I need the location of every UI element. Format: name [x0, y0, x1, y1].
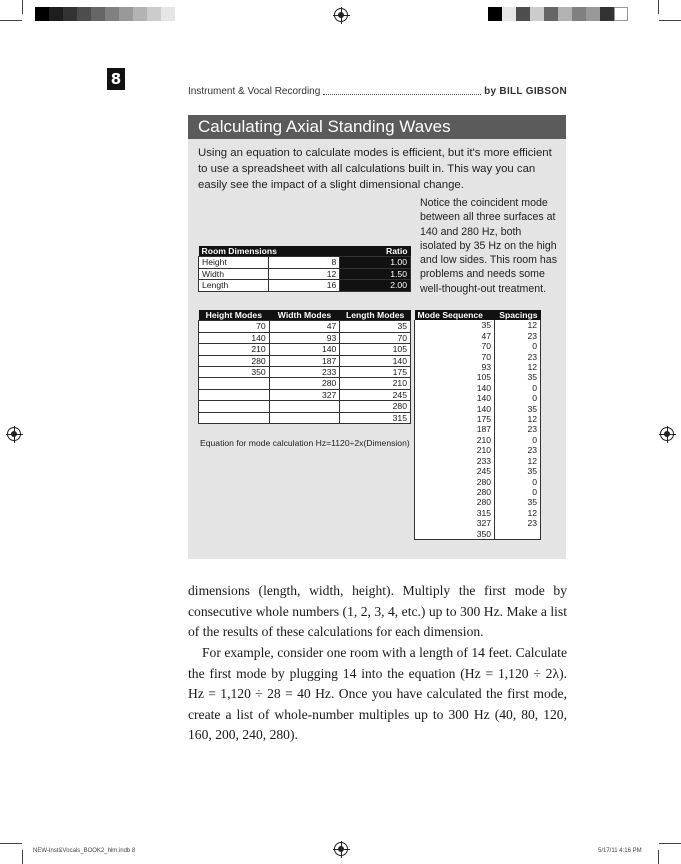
table-cell: 16 — [268, 280, 340, 291]
table-row — [415, 518, 541, 528]
column-header: Height Modes — [199, 310, 270, 321]
table-cell: 23 — [495, 331, 541, 341]
table-cell: 140 — [415, 393, 495, 403]
column-header: Room Dimensions — [199, 246, 340, 257]
table-row — [415, 456, 541, 466]
table-cell: 140 — [415, 383, 495, 393]
table-cell: 35 — [495, 497, 541, 507]
table-cell: 327 — [269, 389, 340, 400]
sidebar-title: Calculating Axial Standing Waves — [188, 115, 566, 139]
column-header: Ratio — [340, 246, 411, 257]
table-row — [415, 487, 541, 497]
registration-mark-icon — [7, 427, 21, 441]
table-cell: 187 — [269, 355, 340, 366]
crop-mark-icon — [22, 0, 23, 14]
table-cell: 0 — [495, 393, 541, 403]
crop-mark-icon — [0, 843, 22, 844]
table-cell: 35 — [340, 321, 411, 332]
table-row — [415, 445, 541, 455]
chapter-number: 8 — [107, 68, 125, 90]
table-cell: 12 — [495, 508, 541, 518]
table-cell: 23 — [495, 518, 541, 528]
table-cell: 93 — [269, 332, 340, 343]
table-cell: 0 — [495, 477, 541, 487]
table-cell: 280 — [269, 378, 340, 389]
registration-mark-icon — [334, 8, 348, 22]
sidebar-intro: Using an equation to calculate modes is efficient, but it's more efficient to use a spreadsheet with all calculations built in. This way you can easily see the impact of a slight dimensional change. — [198, 147, 552, 191]
table-cell: 70 — [340, 332, 411, 343]
table-cell: 12 — [495, 414, 541, 424]
table-cell: 327 — [415, 518, 495, 528]
table-cell: 70 — [199, 321, 270, 332]
sidebar-notice: Notice the coincident mode between all three surfaces at 140 and 280 Hz, both isolated by 35 Hz on the high and low sides. This room has problems and needs some well-thought-out treatment. — [420, 197, 557, 295]
table-row — [415, 372, 541, 382]
table-row — [199, 389, 411, 400]
table-cell: 35 — [415, 320, 495, 330]
table-cell: 315 — [415, 508, 495, 518]
color-bar-right — [488, 7, 628, 21]
table-cell: 47 — [415, 331, 495, 341]
table-cell: 350 — [415, 529, 495, 540]
table-row — [415, 497, 541, 507]
table-cell — [269, 412, 340, 423]
body-paragraph: dimensions (length, width, height). Multiply the first mode by consecutive whole numbers (1, 2, 3, 4, etc.) up to 300 Hz. Make a list of the results of these calculations for each dimension. — [188, 583, 567, 640]
table-cell: 23 — [495, 445, 541, 455]
table-row — [415, 424, 541, 434]
table-row — [199, 355, 411, 366]
table-row — [199, 321, 411, 332]
leader-dots — [323, 93, 481, 95]
mode-sequence-table — [414, 310, 541, 540]
table-cell: 1.00 — [340, 257, 411, 268]
table-cell: 35 — [495, 404, 541, 414]
crop-mark-icon — [0, 20, 22, 21]
table-cell: 233 — [415, 456, 495, 466]
table-cell — [199, 378, 270, 389]
table-cell: 280 — [415, 487, 495, 497]
column-header: Spacings — [495, 310, 541, 320]
table-row — [415, 529, 541, 540]
table-header-row — [199, 246, 411, 257]
crop-mark-icon — [659, 843, 681, 844]
table-cell: 280 — [199, 355, 270, 366]
table-row — [415, 352, 541, 362]
table-cell: 210 — [199, 344, 270, 355]
table-cell: 140 — [340, 355, 411, 366]
crop-mark-icon — [658, 0, 659, 14]
book-title: Instrument & Vocal Recording — [188, 86, 321, 97]
table-cell: 280 — [340, 401, 411, 412]
table-cell: Width — [199, 268, 269, 279]
table-cell: 280 — [415, 477, 495, 487]
body-paragraph: For example, consider one room with a length of 14 feet. Calculate the first mode by plugging 14 into the equation (Hz = 1,120 ÷ 2λ). Hz = 1,120 ÷ 28 = 40 Hz. Once you have calculated the first mode, create a list of whole-number multiples up to 300 Hz (40, 80, 120, 160, 200, 240, 280). — [188, 645, 567, 743]
table-cell: 350 — [199, 367, 270, 378]
table-row — [415, 477, 541, 487]
table-cell — [269, 401, 340, 412]
room-dimensions-table — [198, 246, 411, 292]
table-row — [415, 466, 541, 476]
table-cell: 0 — [495, 341, 541, 351]
table-cell — [199, 389, 270, 400]
column-header: Mode Sequence — [415, 310, 495, 320]
table-cell: 23 — [495, 424, 541, 434]
table-row — [415, 362, 541, 372]
table-row — [415, 341, 541, 351]
table-cell: 8 — [268, 257, 340, 268]
table-cell: 2.00 — [340, 280, 411, 291]
table-cell: 245 — [340, 389, 411, 400]
crop-mark-icon — [658, 850, 659, 864]
table-row — [199, 332, 411, 343]
table-cell: 12 — [495, 456, 541, 466]
table-row — [199, 378, 411, 389]
table-row — [415, 404, 541, 414]
table-cell: 210 — [415, 435, 495, 445]
table-row — [415, 383, 541, 393]
table-cell: 12 — [268, 268, 340, 279]
table-cell: 315 — [340, 412, 411, 423]
table-row — [199, 280, 411, 291]
table-cell: 47 — [269, 321, 340, 332]
table-cell: 280 — [415, 497, 495, 507]
table-cell — [199, 412, 270, 423]
registration-mark-icon — [660, 427, 674, 441]
table-cell: 140 — [415, 404, 495, 414]
table-cell: 175 — [415, 414, 495, 424]
table-cell: 12 — [495, 320, 541, 330]
table-row — [199, 367, 411, 378]
color-bar-left — [35, 7, 175, 21]
table-cell: 35 — [495, 466, 541, 476]
table-cell: 245 — [415, 466, 495, 476]
running-header — [188, 86, 567, 97]
table-cell: 210 — [415, 445, 495, 455]
table-row — [199, 257, 411, 268]
column-header: Width Modes — [269, 310, 340, 321]
table-row — [199, 344, 411, 355]
table-cell: 187 — [415, 424, 495, 434]
print-timestamp: 5/17/11 4:16 PM — [598, 848, 642, 854]
table-row — [415, 331, 541, 341]
table-header-row — [415, 310, 541, 320]
table-row — [415, 414, 541, 424]
table-row — [415, 435, 541, 445]
column-header: Length Modes — [340, 310, 411, 321]
table-cell: 93 — [415, 362, 495, 372]
author: by BILL GIBSON — [484, 86, 567, 97]
registration-mark-icon — [334, 842, 348, 856]
table-cell: 0 — [495, 383, 541, 393]
table-row — [415, 508, 541, 518]
table-row — [415, 320, 541, 330]
table-cell: 140 — [269, 344, 340, 355]
crop-mark-icon — [659, 20, 681, 21]
table-cell: 105 — [340, 344, 411, 355]
table-cell — [495, 529, 541, 540]
table-cell — [199, 401, 270, 412]
crop-mark-icon — [22, 850, 23, 864]
table-cell: Height — [199, 257, 269, 268]
table-cell: 105 — [415, 372, 495, 382]
table-cell: 70 — [415, 352, 495, 362]
table-cell: 1.50 — [340, 268, 411, 279]
table-row — [199, 268, 411, 279]
modes-table — [198, 310, 411, 424]
table-cell: 35 — [495, 372, 541, 382]
table-row — [199, 401, 411, 412]
table-row — [199, 412, 411, 423]
table-cell: 210 — [340, 378, 411, 389]
file-slug: NEW-Inst&Vocals_BOOK2_hlm.indb 8 — [33, 848, 136, 854]
table-cell: 233 — [269, 367, 340, 378]
table-header-row — [199, 310, 411, 321]
table-cell: 140 — [199, 332, 270, 343]
equation-note: Equation for mode calculation Hz=1120÷2x(Dimension) — [200, 438, 410, 448]
table-row — [415, 393, 541, 403]
table-cell: Length — [199, 280, 269, 291]
table-cell: 0 — [495, 487, 541, 497]
table-cell: 175 — [340, 367, 411, 378]
table-cell: 0 — [495, 435, 541, 445]
table-cell: 23 — [495, 352, 541, 362]
table-cell: 12 — [495, 362, 541, 372]
table-cell: 70 — [415, 341, 495, 351]
